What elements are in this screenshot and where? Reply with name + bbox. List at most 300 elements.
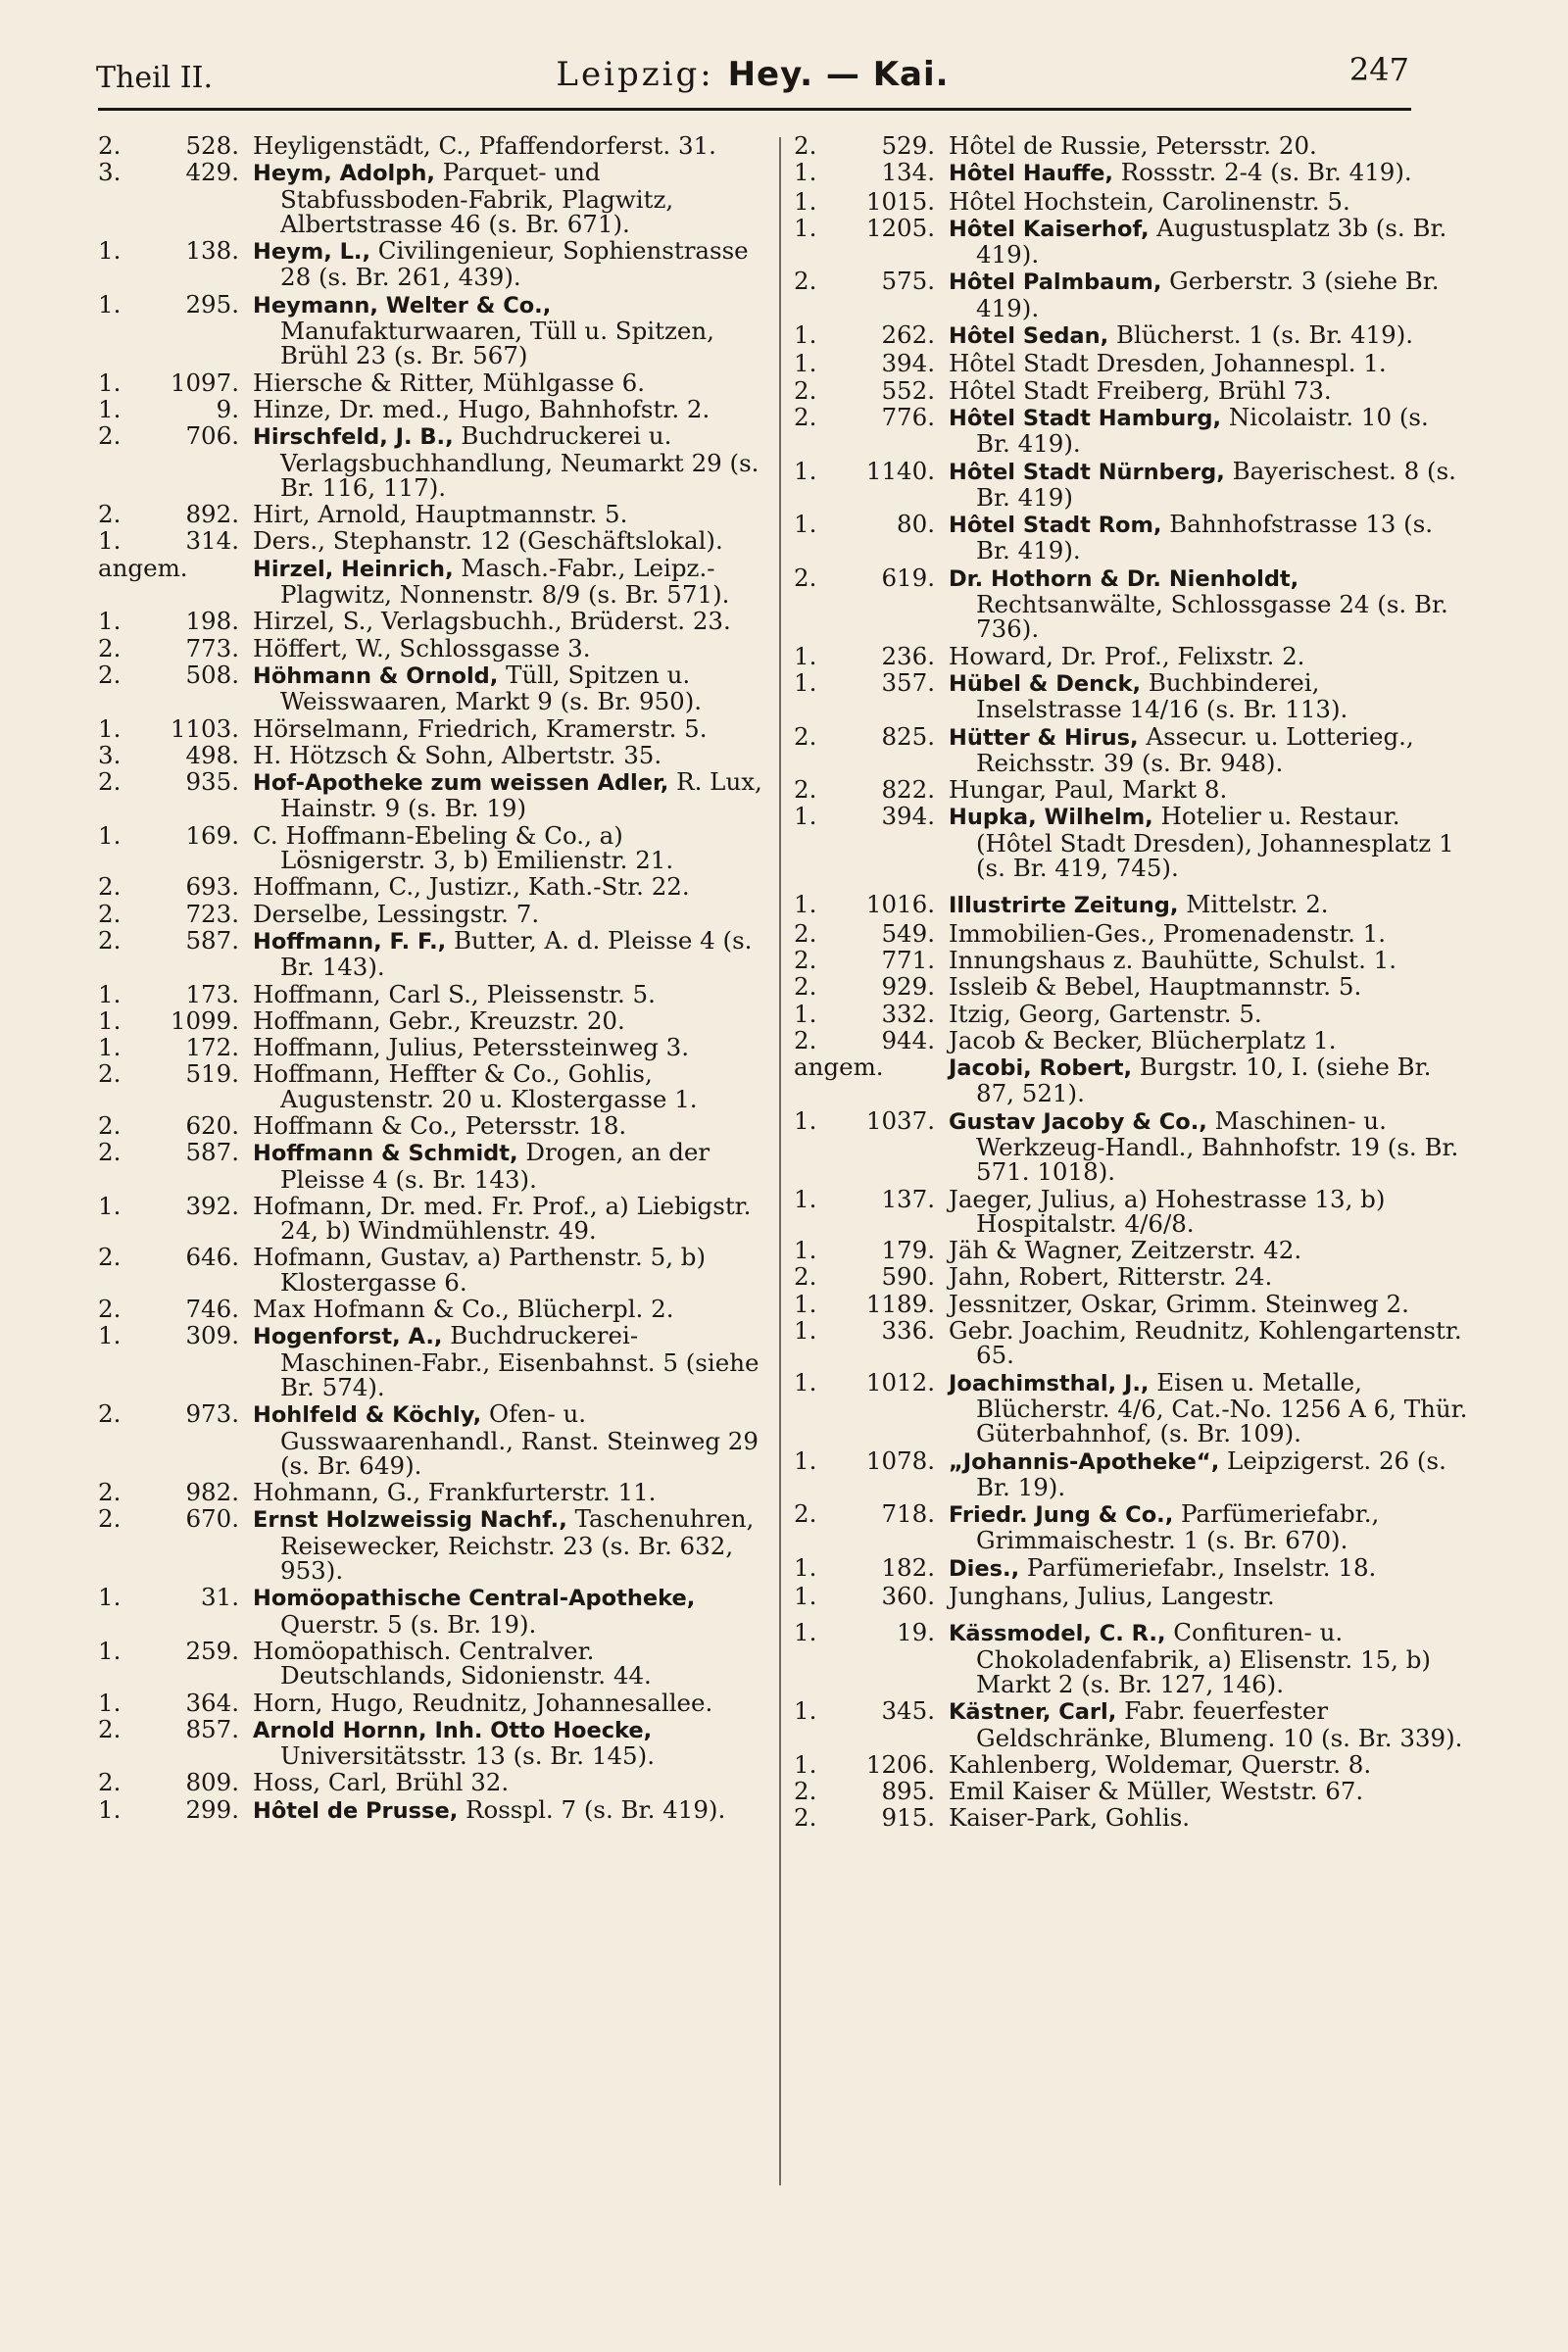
entry-number: 172. [185, 1033, 239, 1062]
entry-number: 822. [881, 775, 935, 805]
entry-name-bold: Homöopathische Central-Apotheke, [253, 1586, 696, 1612]
entry-text [253, 1401, 774, 1478]
directory-entry [794, 269, 1470, 320]
directory-entry [794, 1367, 1470, 1448]
entry-details: Augustusplatz 3b (s. Br. 419). [976, 213, 1447, 270]
entry-text [253, 133, 774, 158]
entry-details: Ofen- u. Gusswaarenhandl., Ranst. Steinweg 29 (s. Br. 649). [280, 1399, 759, 1480]
entry-details: Confituren- u. Chokoladenfabrik, a) Elisenstr. 15, b) Markt 2 (s. Br. 127, 146). [976, 1618, 1431, 1698]
entry-number: 519. [185, 1059, 239, 1089]
entry-details: Hungar, Paul, Markt 8. [949, 775, 1228, 805]
directory-entry [98, 1401, 774, 1478]
entry-number: 332. [881, 999, 935, 1028]
entry-class: 1. [794, 1749, 817, 1779]
entry-text [253, 1323, 774, 1399]
directory-entry [98, 769, 774, 821]
directory-entry [794, 1749, 1470, 1779]
entry-name-bold: Hôtel Kaiserhof, [949, 216, 1150, 242]
entry-class: 2. [794, 775, 817, 805]
directory-entry [794, 1262, 1470, 1292]
entry-number: 857. [185, 1714, 239, 1743]
directory-entry [98, 662, 774, 714]
entry-details: Kahlenberg, Woldemar, Querstr. 8. [949, 1749, 1372, 1779]
directory-entry [98, 1690, 774, 1715]
entry-details: Bahnhofstrasse 13 (s. Br. 419). [976, 510, 1434, 565]
directory-entry [98, 500, 774, 529]
entry-text [253, 607, 774, 636]
entry-name-bold: Heym, Adolph, [253, 161, 435, 187]
entry-details: Hôtel Stadt Dresden, Johannespl. 1. [949, 349, 1387, 378]
entry-name-bold: Hohlfeld & Köchly, [253, 1402, 482, 1429]
entry-number: 1140. [865, 456, 935, 485]
entry-class: 1. [98, 1191, 122, 1220]
entry-class: 1. [794, 349, 817, 378]
entry-number: 528. [185, 131, 239, 160]
directory-entry [98, 160, 774, 236]
directory-entry [794, 456, 1470, 512]
entry-class: 2. [794, 721, 817, 751]
directory-entry [98, 1110, 774, 1140]
entry-name-bold: Hôtel de Prusse, [253, 1797, 459, 1824]
directory-entry [794, 1318, 1470, 1368]
entry-name-bold: Jacobi, Robert, [949, 1055, 1133, 1082]
entry-class: 1. [794, 1236, 817, 1265]
entry-class: 1. [98, 1794, 122, 1824]
entry-details: Hôtel Stadt Freiberg, Brühl 73. [949, 375, 1332, 405]
entry-text [949, 1582, 1470, 1611]
entry-details: Immobilien-Ges., Promenadenstr. 1. [949, 918, 1387, 948]
entry-details: Hiersche & Ritter, Mühlgasse 6. [253, 368, 646, 397]
directory-entry [794, 1777, 1470, 1806]
entry-details: Butter, A. d. Pleisse 4 (s. Br. 143). [280, 925, 753, 982]
entry-number: 670. [185, 1504, 239, 1534]
entry-text [949, 892, 1470, 918]
entry-text [949, 375, 1470, 405]
directory-entry [98, 1478, 774, 1507]
entry-text [253, 1794, 774, 1824]
entry-number: 973. [185, 1399, 239, 1429]
directory-entry [98, 713, 774, 743]
entry-number: 825. [881, 721, 935, 751]
entry-name-bold: Ernst Holzweissig Nachf., [253, 1507, 567, 1534]
directory-entry [98, 423, 774, 500]
entry-class: 2. [98, 131, 122, 160]
entry-details: Hoffmann, Gebr., Kreuzstr. 20. [253, 1005, 625, 1035]
entry-details: Jahn, Robert, Ritterstr. 24. [949, 1262, 1273, 1292]
directory-entry [98, 1295, 774, 1324]
entry-class: 2. [98, 1059, 122, 1089]
entry-class: 1. [794, 186, 817, 216]
entry-details: Heyligenstädt, C., Pfaffendorferst. 31. [253, 131, 716, 160]
entry-text [949, 1054, 1470, 1106]
entry-text [949, 269, 1470, 320]
entry-text [949, 918, 1470, 948]
entry-class: 2. [794, 945, 817, 974]
directory-entry [794, 186, 1470, 216]
directory-entry [794, 1054, 1470, 1106]
entry-class: 2. [98, 500, 122, 529]
entry-text [253, 500, 774, 529]
entry-number: 590. [881, 1262, 935, 1292]
entry-class: 1. [794, 1184, 817, 1213]
entry-class: 1. [794, 320, 817, 350]
entry-text [949, 1262, 1470, 1292]
entry-text [949, 721, 1470, 777]
entry-class: 2. [794, 918, 817, 948]
entry-details: Hôtel Hochstein, Carolinenstr. 5. [949, 186, 1350, 216]
entry-text [253, 1140, 774, 1192]
entry-text [949, 402, 1470, 459]
entry-text [253, 662, 774, 714]
entry-number: 587. [185, 1138, 239, 1167]
entry-number: 345. [881, 1696, 935, 1726]
entry-details: Jessnitzer, Oskar, Grimm. Steinweg 2. [949, 1289, 1409, 1318]
entry-name-bold: Heym, L., [253, 239, 371, 266]
directory-entry [794, 1552, 1470, 1582]
directory-entry [794, 512, 1470, 564]
directory-entry [794, 322, 1470, 349]
entry-class: 1. [98, 1321, 122, 1350]
directory-entry [794, 999, 1470, 1028]
entry-name-bold: Joachimsthal, J., [949, 1370, 1150, 1396]
entry-name-bold: Hirschfeld, J. B., [253, 424, 454, 451]
directory-entry [794, 775, 1470, 805]
entry-class: 1. [794, 802, 817, 831]
entry-details: Hirt, Arnold, Hauptmannstr. 5. [253, 500, 628, 529]
entry-class: 2. [98, 925, 122, 955]
entry-details: Gebr. Joachim, Reudnitz, Kohlengartenstr. 65. [949, 1316, 1462, 1370]
entry-text [253, 1110, 774, 1140]
entry-class: 2. [794, 402, 817, 431]
entry-number: 620. [185, 1110, 239, 1140]
entry-details: Universitätsstr. 13 (s. Br. 145). [280, 1741, 655, 1771]
entry-class: 1. [98, 1688, 122, 1717]
entry-class: 1. [98, 289, 122, 318]
entry-number: 498. [185, 740, 239, 769]
entry-number: 982. [185, 1478, 239, 1507]
entry-number: 929. [881, 972, 935, 1002]
entry-details: Blücherst. 1 (s. Br. 419). [1108, 320, 1414, 350]
entry-text [253, 1690, 774, 1715]
directory-entry [98, 979, 774, 1008]
entry-text [949, 160, 1470, 186]
entry-text [949, 1448, 1470, 1500]
entry-details: Derselbe, Lessingstr. 7. [253, 899, 540, 928]
entry-text [253, 160, 774, 236]
directory-entry [794, 721, 1470, 777]
entry-text [253, 292, 774, 368]
entry-number: 529. [881, 131, 935, 160]
entry-details: Gerberstr. 3 (siehe Br. 419). [976, 267, 1440, 322]
directory-entry [98, 1140, 774, 1192]
entry-details: Masch.-Fabr., Leipz.-Plagwitz, Nonnenstr. 8/9 (s. Br. 571). [280, 553, 730, 610]
directory-entry [794, 1236, 1470, 1265]
directory-entry [794, 667, 1470, 724]
entry-number: 1206. [865, 1749, 935, 1779]
entry-name-bold: Gustav Jacoby & Co., [949, 1108, 1207, 1135]
entry-number: 1099. [170, 1005, 239, 1035]
entry-number: 1205. [865, 213, 935, 242]
entry-name-bold: Hirzel, Heinrich, [253, 556, 454, 582]
entry-number: 198. [185, 607, 239, 636]
entry-text [949, 1236, 1470, 1265]
page-header [96, 51, 1409, 106]
entry-class: angem. [98, 553, 188, 582]
entry-name-bold: Dies., [949, 1555, 1020, 1582]
entry-details: Hohmann, G., Frankfurterstr. 11. [253, 1478, 657, 1507]
entry-class: 1. [98, 526, 122, 556]
entry-text [949, 1698, 1470, 1750]
directory-entry [98, 1061, 774, 1111]
entry-name-bold: Hôtel Sedan, [949, 323, 1109, 350]
directory-entry [794, 892, 1470, 918]
entry-number: 336. [881, 1316, 935, 1346]
entry-details: Hoss, Carl, Brühl 32. [253, 1768, 510, 1797]
directory-entry [794, 1448, 1470, 1500]
entry-text [253, 769, 774, 821]
directory-entry [98, 526, 774, 556]
entry-text [949, 1552, 1470, 1582]
entry-number: 723. [185, 899, 239, 928]
right-column [794, 133, 1470, 1833]
entry-name-bold: Hübel & Denck, [949, 670, 1142, 697]
entry-text [253, 740, 774, 769]
entry-details: Bayerischest. 8 (s. Br. 419) [976, 456, 1456, 512]
entry-number: 552. [881, 375, 935, 405]
entry-name-bold: „Johannis-Apotheke“, [949, 1448, 1220, 1475]
entry-details: Hoffmann, Heffter & Co., Gohlis, Augustenstr. 20 u. Klostergasse 1. [253, 1059, 698, 1113]
entry-class: 1. [794, 641, 817, 670]
entry-class: 2. [794, 563, 817, 592]
entry-text [949, 133, 1470, 158]
entry-name-bold: Friedr. Jung & Co., [949, 1502, 1174, 1529]
entry-text [949, 565, 1470, 642]
entry-text [253, 1245, 774, 1295]
directory-entry [794, 1184, 1470, 1238]
entry-number: 718. [881, 1499, 935, 1529]
entry-text [253, 1478, 774, 1507]
entry-class: 1. [98, 1033, 122, 1062]
directory-entry [98, 1005, 774, 1035]
entry-text [949, 667, 1470, 724]
entry-details: Hörselmann, Friedrich, Kramerstr. 5. [253, 713, 708, 743]
entry-number: 429. [185, 158, 239, 187]
entry-text [949, 1367, 1470, 1448]
entry-class: 2. [98, 872, 122, 902]
entry-class: 2. [98, 1504, 122, 1534]
directory-entry [98, 289, 774, 370]
entry-class: 1. [98, 236, 122, 266]
entry-number: 259. [185, 1636, 239, 1665]
column-divider [779, 137, 781, 2185]
entry-text [949, 1620, 1470, 1696]
entry-class: 1. [98, 1005, 122, 1035]
entry-details: Eisen u. Metalle, Blücherstr. 4/6, Cat.-No. 1256 A 6, Thür. Güterbahnhof, (s. Br. 109). [976, 1367, 1468, 1448]
directory-entry [794, 565, 1470, 642]
entry-details: Buchdruckerei u. Verlagsbuchhandlung, Neumarkt 29 (s. Br. 116, 117). [280, 421, 760, 502]
directory-entry [794, 133, 1470, 158]
entry-number: 1078. [865, 1446, 935, 1475]
entry-number: 809. [185, 1768, 239, 1797]
entry-details: Höffert, W., Schlossgasse 3. [253, 633, 591, 662]
entry-text [949, 322, 1470, 349]
entry-class: 2. [794, 1777, 817, 1806]
entry-text [253, 633, 774, 662]
entry-details: R. Lux, Hainstr. 9 (s. Br. 19) [280, 767, 762, 823]
entry-class: 2. [98, 899, 122, 928]
directory-entry [794, 1582, 1470, 1611]
entry-details: Howard, Dr. Prof., Felixstr. 2. [949, 641, 1305, 670]
entry-details: Ders., Stephanstr. 12 (Geschäftslokal). [253, 526, 723, 556]
entry-text [949, 1501, 1470, 1553]
entry-number: 1189. [865, 1289, 935, 1318]
directory-entry [98, 1768, 774, 1797]
running-title-city: Leipzig: [556, 55, 728, 94]
entry-class: 1. [98, 820, 122, 850]
entry-details: Tüll, Spitzen u. Weisswaaren, Markt 9 (s. Br. 950). [280, 660, 703, 716]
entry-details: Homöopathisch. Centralver. Deutschlands, Sidonienstr. 44. [253, 1636, 652, 1690]
directory-entry [794, 1105, 1470, 1187]
entry-name-bold: Hütter & Hirus, [949, 724, 1139, 751]
directory-entry [98, 1636, 774, 1690]
directory-entry [794, 160, 1470, 186]
entry-class: 2. [794, 1499, 817, 1529]
running-title-range: Hey. — Kai. [727, 55, 950, 94]
entry-details: Maschinen- u. Werkzeug-Handl., Bahnhofstr. 19 (s. Br. 571. 1018). [976, 1105, 1459, 1187]
entry-details: Hirzel, S., Verlagsbuchh., Brüderst. 23. [253, 607, 731, 636]
entry-text [253, 1636, 774, 1690]
entry-class: 1. [794, 1367, 817, 1396]
entry-text [949, 972, 1470, 1002]
directory-entry [98, 925, 774, 982]
entry-text [949, 1749, 1470, 1779]
entry-number: 619. [881, 563, 935, 592]
entry-class: 1. [794, 1582, 817, 1611]
entry-class: 2. [98, 1478, 122, 1507]
entry-details: Jacob & Becker, Blücherplatz 1. [949, 1025, 1337, 1054]
entry-details: Innungshaus z. Bauhütte, Schulst. 1. [949, 945, 1397, 974]
entry-class: 1. [794, 890, 817, 919]
directory-entry [98, 1323, 774, 1399]
entry-details: Manufakturwaaren, Tüll u. Spitzen, Brühl 23 (s. Br. 567) [280, 317, 714, 370]
directory-entry [794, 945, 1470, 974]
entry-details: Itzig, Georg, Gartenstr. 5. [949, 999, 1262, 1028]
entry-class: angem. [794, 1053, 884, 1082]
entry-number: 394. [881, 802, 935, 831]
entry-details: Hoffmann, Julius, Peterssteinweg 3. [253, 1033, 690, 1062]
entry-number: 9. [216, 394, 239, 423]
entry-details: Jaeger, Julius, a) Hohestrasse 13, b) Hospitalstr. 4/6/8. [949, 1184, 1386, 1238]
entry-details: Burgstr. 10, I. (siehe Br. 87, 521). [976, 1053, 1432, 1108]
entry-class: 2. [98, 1399, 122, 1429]
entry-class: 1. [794, 1289, 817, 1318]
entry-text [949, 999, 1470, 1028]
entry-class: 2. [98, 421, 122, 451]
directory-entry [98, 820, 774, 875]
entry-text [949, 641, 1470, 670]
entry-number: 773. [185, 633, 239, 662]
entry-number: 357. [881, 667, 935, 697]
entry-details: Hofmann, Dr. med. Fr. Prof., a) Liebigstr. 24, b) Windmühlenstr. 49. [253, 1191, 752, 1246]
entry-details: Querstr. 5 (s. Br. 19). [280, 1609, 537, 1639]
entry-class: 1. [98, 979, 122, 1008]
entry-class: 1. [794, 1446, 817, 1475]
entry-number: 173. [185, 979, 239, 1008]
entry-text [949, 1289, 1470, 1318]
entry-number: 182. [881, 1552, 935, 1582]
entry-text [253, 394, 774, 423]
entry-number: 169. [185, 820, 239, 850]
entry-details: Fabr. feuerfester Geldschränke, Blumeng. 10 (s. Br. 339). [976, 1696, 1463, 1752]
entry-details: Jäh & Wagner, Zeitzerstr. 42. [949, 1236, 1302, 1265]
directory-entry [794, 349, 1470, 378]
entry-details: Emil Kaiser & Müller, Weststr. 67. [949, 1777, 1364, 1806]
entry-number: 1012. [865, 1367, 935, 1396]
entry-text [949, 512, 1470, 564]
entry-details: C. Hoffmann-Ebeling & Co., a) Lösnigerstr. 3, b) Emilienstr. 21. [253, 820, 674, 875]
entry-text [253, 1717, 774, 1769]
entry-text [253, 872, 774, 902]
entry-details: Mittelstr. 2. [1178, 890, 1329, 919]
entry-name-bold: Hogenforst, A., [253, 1324, 443, 1350]
entry-number: 508. [185, 660, 239, 689]
entry-details: Buchbinderei, Inselstrasse 14/16 (s. Br. 113). [976, 667, 1348, 724]
entry-text [253, 1061, 774, 1111]
entry-class: 2. [98, 660, 122, 689]
entry-details: Kaiser-Park, Gohlis. [949, 1803, 1191, 1833]
entry-number: 892. [185, 500, 239, 529]
entry-class: 3. [98, 740, 122, 769]
entry-class: 1. [794, 667, 817, 697]
entry-text [253, 526, 774, 556]
entry-number: 295. [185, 289, 239, 318]
entry-details: Assecur. u. Lotterieg., Reichsstr. 39 (s. Br. 948). [976, 721, 1414, 777]
entry-number: 587. [185, 925, 239, 955]
entry-number: 771. [881, 945, 935, 974]
entry-details: Hoffmann, Carl S., Pleissenstr. 5. [253, 979, 656, 1008]
directory-entry [794, 375, 1470, 405]
entry-number: 19. [897, 1618, 935, 1647]
left-column [98, 133, 774, 1826]
entry-number: 1016. [865, 890, 935, 919]
entry-details: Hôtel de Russie, Petersstr. 20. [949, 131, 1317, 160]
entry-details: Parfümeriefabr., Inselstr. 18. [1019, 1552, 1377, 1582]
entry-class: 2. [98, 1295, 122, 1324]
entry-name-bold: Hoffmann & Schmidt, [253, 1141, 518, 1167]
entry-text [949, 1803, 1470, 1833]
directory-entry [98, 1191, 774, 1246]
entry-details: Rosspl. 7 (s. Br. 419). [458, 1794, 726, 1824]
entry-number: 262. [881, 320, 935, 350]
entry-number: 693. [185, 872, 239, 902]
entry-details: Horn, Hugo, Reudnitz, Johannesallee. [253, 1688, 713, 1717]
entry-class: 2. [98, 1138, 122, 1167]
entry-number: 746. [185, 1295, 239, 1324]
entry-number: 1015. [865, 186, 935, 216]
directory-entry [794, 213, 1470, 270]
entry-number: 944. [881, 1025, 935, 1054]
entry-number: 134. [881, 158, 935, 187]
directory-entry [98, 1714, 774, 1771]
entry-details: Parquet- und Stabfussboden-Fabrik, Plagwitz, Albertstrasse 46 (s. Br. 671). [280, 158, 674, 238]
entry-name-bold: Hôtel Stadt Rom, [949, 513, 1162, 539]
entry-number: 309. [185, 1321, 239, 1350]
entry-name-bold: Kästner, Carl, [949, 1699, 1117, 1726]
directory-entry [98, 133, 774, 158]
entry-text [253, 979, 774, 1008]
entry-details: Drogen, an der Pleisse 4 (s. Br. 143). [280, 1138, 710, 1194]
entry-class: 1. [794, 1105, 817, 1135]
